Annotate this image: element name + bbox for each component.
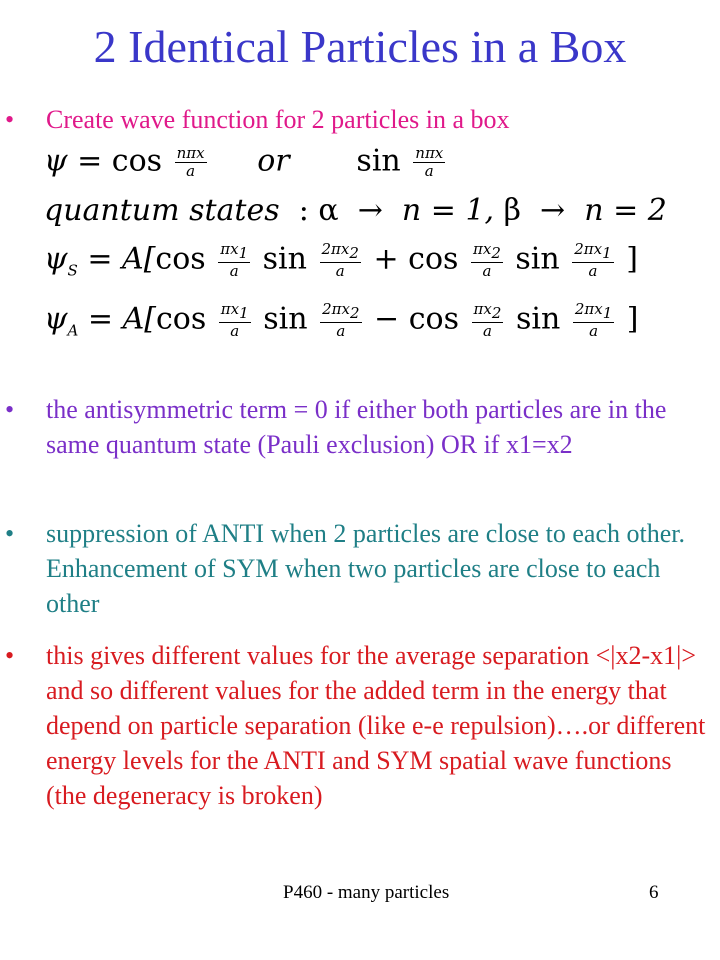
equation-wavefunction: ψ = cos $\frac{\text{nπx}}{a}$ or sin $\frac{\text{nπx}}{a}$ xyxy=(44,143,444,180)
bullet-dot: • xyxy=(5,105,15,134)
bullet-text: suppression of ANTI when 2 particles are close to each other. Enhancement of SYM when two particles are close to each other xyxy=(46,519,685,618)
bullet-dot: • xyxy=(5,519,15,548)
bullet-text: this gives different values for the average separation <|x2-x1|> and so different values for the added term in the energy that depend on particle separation (like e-e repulsion)….or different energy levels for the ANTI and SYM spatial wave functions (the degeneracy is broken) xyxy=(46,641,706,810)
equation-psi-symmetric: $\psi_S = A[\cos$ $\frac{\pi x_1}{a}$ sin $\frac{2\pi x_2}{a}$ + cos $\frac{\pi x_2}{a}$ sin $\frac{2\pi x_1}{a}$ ] xyxy=(44,240,638,280)
equation-quantum-states: quantum states : α → n = 1, β → n = 2 xyxy=(44,193,667,228)
bullet-dot: • xyxy=(5,395,15,424)
slide-title: 2 Identical Particles in a Box xyxy=(93,21,627,72)
footer-course: P460 - many particles xyxy=(283,882,450,903)
equation-psi-antisymmetric: $\psi_A = A[\cos$ $\frac{\pi x_1}{a}$ sin $\frac{2\pi x_2}{a}$ − cos $\frac{\pi x_2}{a}$ sin $\frac{2\pi x_1}{a}$ ] xyxy=(44,300,639,340)
bullet-text: Create wave function for 2 particles in a box xyxy=(46,105,510,134)
bullet-dot: • xyxy=(5,641,15,670)
bullet-text: the antisymmetric term = 0 if either both particles are in the same quantum state (Pauli exclusion) OR if x1=x2 xyxy=(46,395,667,459)
page-number: 6 xyxy=(649,882,659,903)
